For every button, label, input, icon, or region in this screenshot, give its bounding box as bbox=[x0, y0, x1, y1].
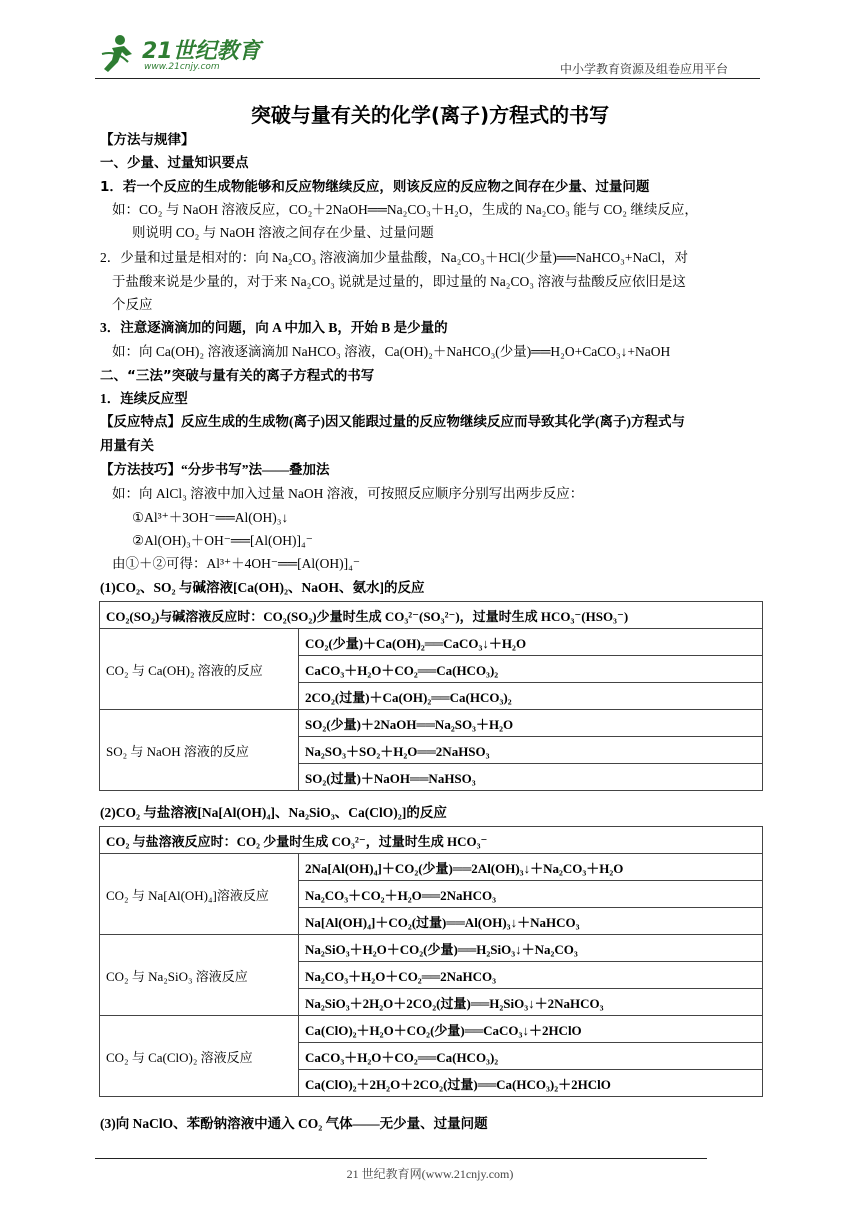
table2-row: Na₂CO₃＋H₂O＋CO₂══2NaHCO₃ bbox=[299, 962, 763, 989]
table2-row: Na₂SiO₃＋H₂O＋CO₂(少量)══H₂SiO₃↓＋Na₂CO₃ bbox=[299, 935, 763, 962]
table1-row: CaCO₃＋H₂O＋CO₂══Ca(HCO₃)₂ bbox=[299, 656, 763, 683]
table1-header: CO₂(SO₂)与碱溶液反应时：CO₂(SO₂)少量时生成 CO₃²⁻(SO₃²⁻)，过量时生成 HCO₃⁻(HSO₃⁻) bbox=[100, 602, 763, 629]
footer-divider bbox=[95, 1158, 707, 1159]
table2-group-label: CO₂ 与 Na₂SiO₃ 溶液反应 bbox=[100, 935, 299, 1016]
table2-row: Na₂CO₃＋CO₂＋H₂O══2NaHCO₃ bbox=[299, 881, 763, 908]
table2-row: Na₂SiO₃＋2H₂O＋2CO₂(过量)══H₂SiO₃↓＋2NaHCO₃ bbox=[299, 989, 763, 1016]
step-2-equation: ②Al(OH)₃＋OH⁻══[Al(OH)]₄⁻ bbox=[132, 533, 313, 548]
table2-row: Na[Al(OH)₄]＋CO₂(过量)══Al(OH)₃↓＋NaHCO₃ bbox=[299, 908, 763, 935]
table1-row: SO₂(过量)＋NaOH══NaHSO₃ bbox=[299, 764, 763, 791]
example-3: 如：向 Ca(OH)₂ 溶液逐滴滴加 NaHCO₃ 溶液，Ca(OH)₂＋NaHCO₃(少量)══H₂O+CaCO₃↓+NaOH bbox=[112, 344, 671, 359]
example-1-line1: 如：CO₂ 与 NaOH 溶液反应，CO₂＋2NaOH══Na₂CO₃＋H₂O，生成的 Na₂CO₃ 能与 CO₂ 继续反应， bbox=[112, 202, 698, 217]
table2-group-label: CO₂ 与 Na[Al(OH)₄]溶液反应 bbox=[100, 854, 299, 935]
logo bbox=[98, 32, 268, 76]
table1-row: SO₂(少量)＋2NaOH══Na₂SO₃＋H₂O bbox=[299, 710, 763, 737]
point-2-line3: 个反应 bbox=[112, 297, 153, 312]
table2-row: CaCO₃＋H₂O＋CO₂══Ca(HCO₃)₂ bbox=[299, 1043, 763, 1070]
table2-row: Ca(ClO)₂＋H₂O＋CO₂(少量)══CaCO₃↓＋2HClO bbox=[299, 1016, 763, 1043]
continuous-type-heading: 1．连续反应型 bbox=[100, 391, 188, 406]
section-1-heading: 一、少量、过量知识要点 bbox=[100, 155, 249, 171]
subsection-2-heading: (2)CO₂ 与盐溶液[Na[Al(OH)₄]、Na₂SiO₃、Ca(ClO)₂]的反应 bbox=[100, 805, 447, 820]
platform-name: 中小学教育资源及组卷应用平台 bbox=[560, 62, 729, 76]
point-2-line1: 2．少量和过量是相对的：向 Na₂CO₃ 溶液滴加少量盐酸，Na₂CO₃＋HCl(少量)══NaHCO₃+NaCl，对 bbox=[100, 250, 689, 265]
table1-row: CO₂(少量)＋Ca(OH)₂══CaCO₃↓＋H₂O bbox=[299, 629, 763, 656]
table1-row: Na₂SO₃＋SO₂＋H₂O══2NaHSO₃ bbox=[299, 737, 763, 764]
section-2-heading: 二、“三法”突破与量有关的离子方程式的书写 bbox=[100, 368, 375, 384]
combined-equation: 由①＋②可得：Al³⁺＋4OH⁻══[Al(OH)]₄⁻ bbox=[112, 556, 360, 571]
subsection-3-heading: (3)向 NaClO、苯酚钠溶液中通入 CO₂ 气体——无少量、过量问题 bbox=[100, 1116, 488, 1131]
logo-url: www.21cnjy.com bbox=[144, 62, 220, 72]
step-1-equation: ①Al³⁺＋3OH⁻══Al(OH)₃↓ bbox=[132, 510, 289, 525]
point-2-line2: 于盐酸来说是少量的，对于来 Na₂CO₃ 说就是过量的，即过量的 Na₂CO₃ 溶液与盐酸反应依旧是这 bbox=[112, 274, 686, 289]
table2-group-label: CO₂ 与 Ca(ClO)₂ 溶液反应 bbox=[100, 1016, 299, 1097]
table2-header: CO₂ 与盐溶液反应时：CO₂ 少量时生成 CO₃²⁻，过量时生成 HCO₃⁻ bbox=[100, 827, 763, 854]
point-1: 1．若一个反应的生成物能够和反应物继续反应，则该反应的反应物之间存在少量、过量问题 bbox=[100, 179, 650, 195]
table-co2-so2-base bbox=[99, 601, 763, 791]
method-heading: 【方法与规律】 bbox=[100, 132, 195, 147]
subsection-1-heading: (1)CO₂、SO₂ 与碱溶液[Ca(OH)₂、NaOH、氨水]的反应 bbox=[100, 580, 425, 595]
table2-row: 2Na[Al(OH)₄]＋CO₂(少量)══2Al(OH)₃↓＋Na₂CO₃＋H₂O bbox=[299, 854, 763, 881]
example-1-line2: 则说明 CO₂ 与 NaOH 溶液之间存在少量、过量问题 bbox=[132, 225, 434, 240]
method-tip: 【方法技巧】“分步书写”法——叠加法 bbox=[100, 462, 330, 477]
logo-text: 21世纪教育 bbox=[142, 39, 261, 64]
footer-text: 21 世纪教育网(www.21cnjy.com) bbox=[346, 1167, 514, 1181]
table1-group-label: SO₂ 与 NaOH 溶液的反应 bbox=[100, 710, 299, 791]
point-3: 3．注意逐滴滴加的问题，向 A 中加入 B，开始 B 是少量的 bbox=[100, 320, 448, 335]
table1-group-label: CO₂ 与 Ca(OH)₂ 溶液的反应 bbox=[100, 629, 299, 710]
page-title: 突破与量有关的化学(离子)方程式的书写 bbox=[250, 103, 610, 127]
reaction-feature-line1: 【反应特点】反应生成的生成物(离子)因又能跟过量的反应物继续反应而导致其化学(离子)方程式与 bbox=[100, 414, 685, 429]
table-co2-salt bbox=[99, 826, 763, 1097]
example-alcl3: 如：向 AlCl₃ 溶液中加入过量 NaOH 溶液，可按照反应顺序分别写出两步反应： bbox=[112, 486, 584, 501]
table1-row: 2CO₂(过量)＋Ca(OH)₂══Ca(HCO₃)₂ bbox=[299, 683, 763, 710]
header-divider bbox=[95, 78, 760, 79]
reaction-feature-line2: 用量有关 bbox=[100, 438, 154, 453]
table2-row: Ca(ClO)₂＋2H₂O＋2CO₂(过量)══Ca(HCO₃)₂＋2HClO bbox=[299, 1070, 763, 1097]
